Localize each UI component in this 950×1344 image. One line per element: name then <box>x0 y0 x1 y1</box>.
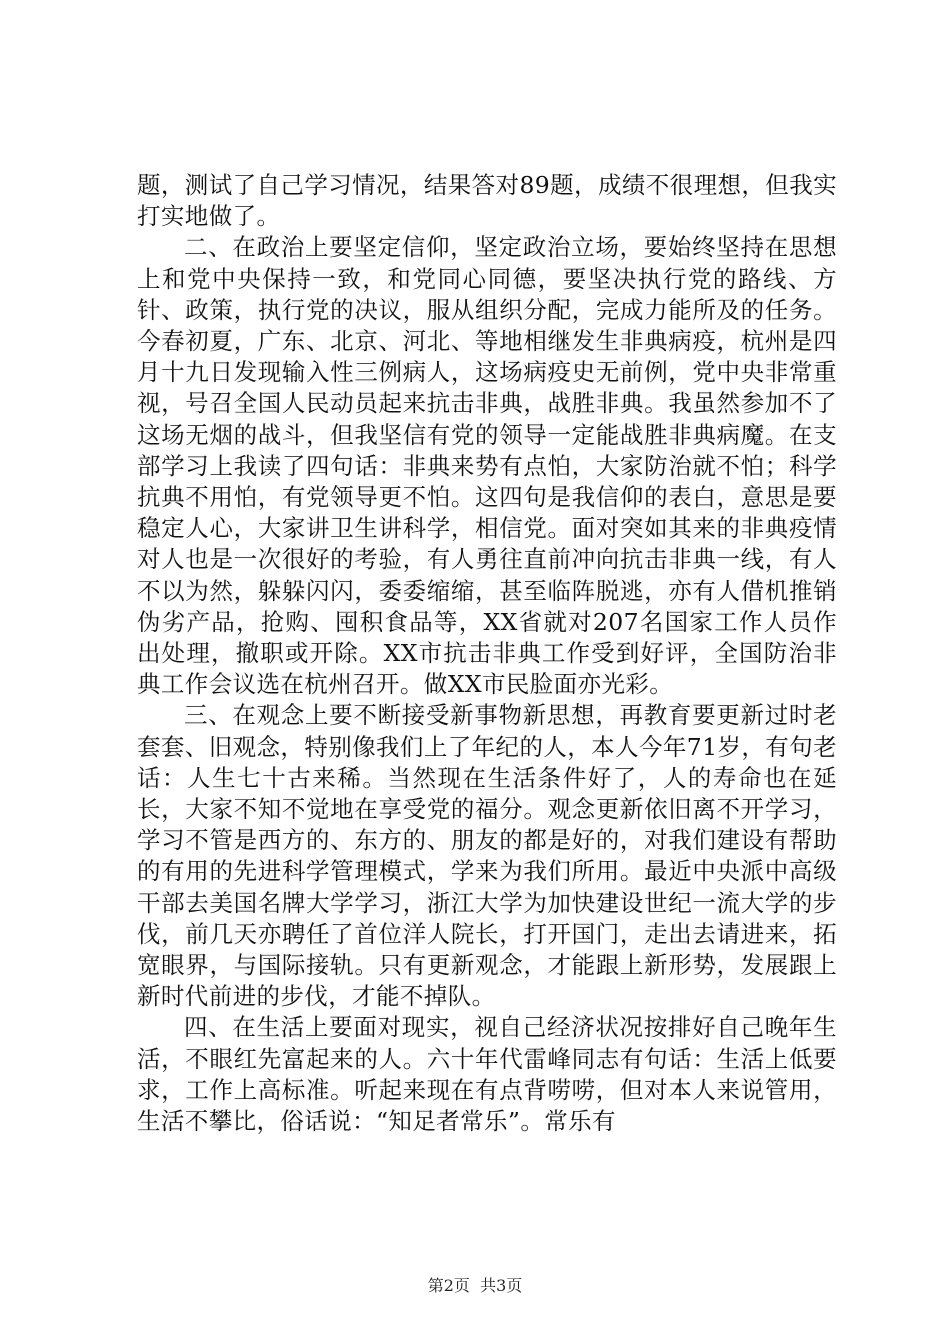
paragraph-3: 三、在观念上要不断接受新事物新思想，再教育要更新过时老套套、旧观念，特别像我们上了年纪的人，本人今年71岁，有句老话：人生七十古来稀。当然现在生活条件好了，人的寿命也在延长，大家不知不觉地在享受党的福分。观念更新依旧离不开学习，学习不管是西方的、东方的、朋友的都是好的，对我们建设有帮助的有用的先进科学管理模式，学来为我们所用。最近中央派中高级干部去美国名牌大学学习，浙江大学为加快建设世纪一流大学的步伐，前几天亦聘任了首位洋人院长，打开国门，走出去请进来，拓宽眼界，与国际接轨。只有更新观念，才能跟上新形势，发展跟上新时代前进的步伐，才能不掉队。 <box>137 701 837 1011</box>
paragraph-1: 题，测试了自己学习情况，结果答对89题，成绩不很理想，但我实打实地做了。 <box>137 171 837 231</box>
document-body <box>137 170 837 1137</box>
page-footer <box>0 1276 950 1296</box>
page-number-label: 第2页 共3页 <box>427 1276 523 1295</box>
paragraph-2: 二、在政治上要坚定信仰，坚定政治立场，要始终坚持在思想上和党中央保持一致，和党同心同德，要坚决执行党的路线、方针、政策，执行党的决议，服从组织分配，完成力能所及的任务。今春初夏，广东、北京、河北、等地相继发生非典病疫，杭州是四月十九日发现输入性三例病人，这场病疫史无前例，党中央非常重视，号召全国人民动员起来抗击非典，战胜非典。我虽然参加不了这场无烟的战斗，但我坚信有党的领导一定能战胜非典病魔。在支部学习上我读了四句话：非典来势有点怕，大家防治就不怕；科学抗典不用怕，有党领导更不怕。这四句是我信仰的表白，意思是要稳定人心，大家讲卫生讲科学，相信党。面对突如其来的非典疫情对人也是一次很好的考验，有人勇往直前冲向抗击非典一线，有人不以为然，躲躲闪闪，委委缩缩，甚至临阵脱逃，亦有人借机推销伪劣产品，抢购、囤积食品等，XX省就对207名国家工作人员作出处理，撤职或开除。XX市抗击非典工作受到好评，全国防治非典工作会议选在杭州召开。做XX市民脸面亦光彩。 <box>137 233 837 699</box>
paragraph-4: 四、在生活上要面对现实，视自己经济状况按排好自己晚年生活，不眼红先富起来的人。六十年代雷峰同志有句话：生活上低要求，工作上高标准。听起来现在有点背唠唠，但对本人来说管用，生活不攀比，俗话说：“知足者常乐”。常乐有 <box>137 1013 837 1136</box>
